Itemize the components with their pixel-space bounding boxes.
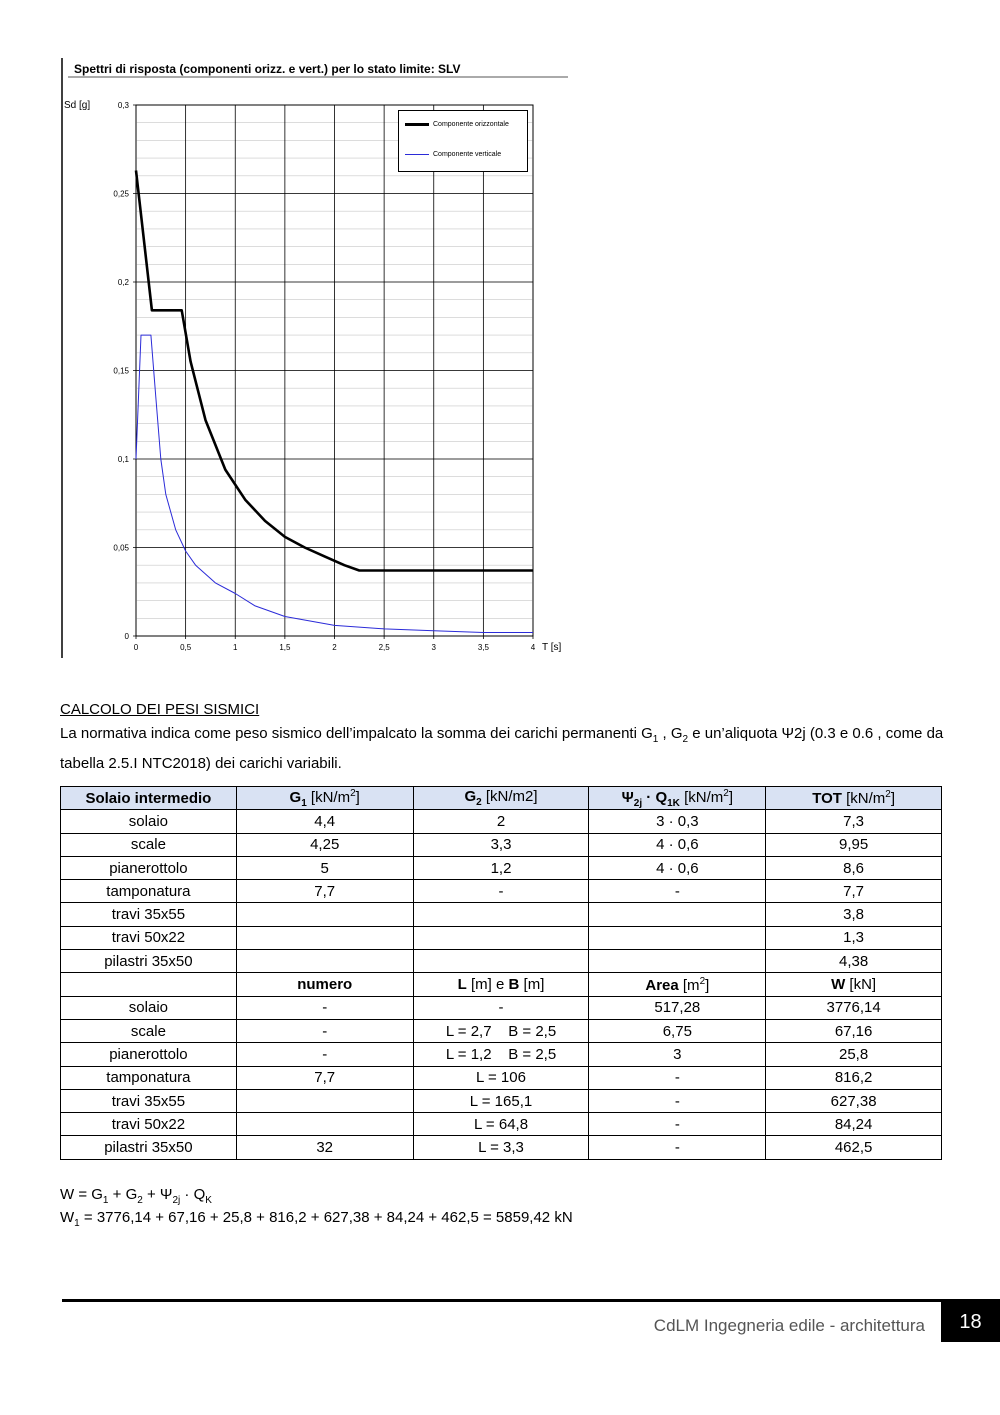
- chart-title: Spettri di risposta (componenti orizz. e vert.) per lo stato limite: SLV: [74, 62, 461, 76]
- table-row: [61, 903, 942, 926]
- subheader-l-b: L [m] e B [m]: [413, 973, 589, 996]
- table-cell: L = 3,3: [413, 1136, 589, 1159]
- table-row: [61, 950, 942, 973]
- intro-sub-1: 1: [652, 734, 659, 745]
- table-cell: 9,95: [766, 833, 942, 856]
- x-tick-label: 1,5: [279, 643, 291, 652]
- table-cell: 462,5: [766, 1136, 942, 1159]
- table-row: [61, 810, 942, 833]
- subheader-numero: numero: [236, 973, 413, 996]
- table-cell: pianerottolo: [61, 1043, 237, 1066]
- subheader-empty: [61, 973, 237, 996]
- legend-label-vertical: Componente verticale: [433, 151, 502, 158]
- table-cell: travi 35x55: [61, 1089, 237, 1112]
- table-row: [61, 1089, 942, 1112]
- table-cell: 7,7: [766, 880, 942, 903]
- table-cell: 4 · 0,6: [589, 833, 766, 856]
- table-cell: [413, 950, 589, 973]
- table-cell: 816,2: [766, 1066, 942, 1089]
- section-title: CALCOLO DEI PESI SISMICI: [60, 701, 260, 718]
- table-cell: 4,25: [236, 833, 413, 856]
- table-cell: 3 · 0,3: [589, 810, 766, 833]
- y-tick-label: 0,25: [113, 189, 129, 199]
- subheader-area: Area $[m^2]$: [589, 973, 766, 996]
- table-cell: [236, 926, 413, 949]
- table-cell: -: [413, 996, 589, 1019]
- header-g1: $G_1$ $[kN/m^2]$: [236, 787, 413, 810]
- footer-course-name: CdLM Ingegneria edile - architettura: [653, 1316, 925, 1335]
- loads-table-body: [61, 810, 942, 1159]
- table-header-row: [61, 787, 942, 810]
- intro-part-2: , G: [658, 725, 683, 742]
- legend-item-horizontal: [405, 121, 509, 128]
- table-cell: pilastri 35x50: [61, 1136, 237, 1159]
- table-cell: 3776,14: [766, 996, 942, 1019]
- chart-legend: [398, 110, 528, 172]
- table-cell: [236, 1113, 413, 1136]
- x-tick-label: 4: [530, 643, 536, 652]
- table-cell: 1,3: [766, 926, 942, 949]
- table-cell: L = 2,7 B = 2,5: [413, 1019, 589, 1042]
- x-tick-label: 3,5: [477, 643, 489, 652]
- y-tick-label: 0,1: [117, 455, 129, 464]
- chart-y-label: Sd [g]: [64, 100, 91, 111]
- table-cell: -: [589, 1089, 766, 1112]
- table-row: [61, 926, 942, 949]
- table-cell: tamponatura: [61, 880, 237, 903]
- table-row: [61, 1136, 942, 1159]
- x-tick-label: 0: [133, 643, 139, 652]
- table-cell: 4 · 0,6: [589, 856, 766, 879]
- table-cell: [589, 903, 766, 926]
- legend-item-vertical: [405, 151, 501, 158]
- table-row: [61, 1019, 942, 1042]
- table-cell: 1,2: [413, 856, 589, 879]
- table-cell: 3,8: [766, 903, 942, 926]
- formula-w1: $W_1 = 3776,14 + 67,16 + 25,8 + 816,2 + 627,38 + 84,24 + 462,5 = 5859,42$ kN: [60, 1209, 573, 1229]
- table-row: [61, 880, 942, 903]
- table-cell: L = 64,8: [413, 1113, 589, 1136]
- table-cell: pianerottolo: [61, 856, 237, 879]
- header-g2: $G_2$ [kN/m2]: [413, 787, 589, 810]
- page-number: 18: [941, 1299, 1000, 1342]
- table-cell: 84,24: [766, 1113, 942, 1136]
- table-cell: -: [236, 1043, 413, 1066]
- table-cell: [589, 950, 766, 973]
- legend-swatch-horizontal: [405, 123, 429, 126]
- table-cell: 7,7: [236, 1066, 413, 1089]
- table-cell: -: [589, 1066, 766, 1089]
- table-cell: solaio: [61, 810, 237, 833]
- y-tick-label: 0: [124, 632, 129, 641]
- table-row: [61, 996, 942, 1019]
- table-cell: 32: [236, 1136, 413, 1159]
- table-cell: scale: [61, 833, 237, 856]
- table-cell: 3,3: [413, 833, 589, 856]
- table-subheader-row: [61, 973, 942, 996]
- table-cell: travi 50x22: [61, 1113, 237, 1136]
- table-cell: [413, 903, 589, 926]
- header-solaio-intermedio: Solaio intermedio: [61, 787, 237, 810]
- table-cell: L = 1,2 B = 2,5: [413, 1043, 589, 1066]
- table-cell: [589, 926, 766, 949]
- y-tick-label: 0,2: [117, 278, 129, 287]
- table-cell: L = 106: [413, 1066, 589, 1089]
- table-cell: -: [236, 996, 413, 1019]
- table-cell: pilastri 35x50: [61, 950, 237, 973]
- table-cell: 3: [589, 1043, 766, 1066]
- table-cell: [236, 903, 413, 926]
- table-cell: scale: [61, 1019, 237, 1042]
- x-tick-label: 2,5: [378, 643, 390, 652]
- response-spectrum-chart: [60, 58, 580, 668]
- y-tick-label: 0,3: [117, 101, 129, 110]
- table-cell: 7,7: [236, 880, 413, 903]
- table-cell: -: [236, 1019, 413, 1042]
- table-cell: -: [589, 1113, 766, 1136]
- table-cell: -: [413, 880, 589, 903]
- table-cell: L = 165,1: [413, 1089, 589, 1112]
- footer-rule: [62, 1299, 942, 1302]
- table-cell: travi 35x55: [61, 903, 237, 926]
- table-cell: [236, 1089, 413, 1112]
- table-row: [61, 1043, 942, 1066]
- seismic-weights-table: [60, 786, 942, 1160]
- subheader-w: W [kN]: [766, 973, 942, 996]
- intro-paragraph: [60, 722, 945, 776]
- table-cell: 6,75: [589, 1019, 766, 1042]
- legend-label-horizontal: Componente orizzontale: [433, 121, 509, 128]
- table-cell: 25,8: [766, 1043, 942, 1066]
- x-tick-label: 1: [233, 643, 238, 652]
- header-tot: TOT $[kN/m^2]$: [766, 787, 942, 810]
- table-cell: 4,38: [766, 950, 942, 973]
- table-row: [61, 833, 942, 856]
- table-row: [61, 856, 942, 879]
- table-cell: 67,16: [766, 1019, 942, 1042]
- table-row: [61, 1113, 942, 1136]
- table-cell: 8,6: [766, 856, 942, 879]
- table-cell: tamponatura: [61, 1066, 237, 1089]
- intro-part-3: e un’aliquota Ψ2j (0.3 e 0.6 , come da tabella 2.5.I NTC2018) dei carichi variabili.: [60, 725, 944, 772]
- table-cell: 4,4: [236, 810, 413, 833]
- table-cell: 627,38: [766, 1089, 942, 1112]
- table-cell: -: [589, 880, 766, 903]
- x-tick-label: 3: [431, 643, 436, 652]
- table-cell: travi 50x22: [61, 926, 237, 949]
- chart-x-label: T [s]: [542, 642, 562, 653]
- table-cell: 2: [413, 810, 589, 833]
- table-cell: [413, 926, 589, 949]
- legend-swatch-vertical: [405, 154, 429, 155]
- table-cell: 517,28: [589, 996, 766, 1019]
- table-cell: 7,3: [766, 810, 942, 833]
- intro-sub-2: 2: [682, 734, 689, 745]
- table-cell: 5: [236, 856, 413, 879]
- y-tick-label: 0,05: [113, 543, 129, 553]
- intro-part-1: La normativa indica come peso sismico dell’impalcato la somma dei carichi permanenti G: [60, 725, 653, 742]
- x-tick-label: 2: [332, 643, 337, 652]
- table-cell: -: [589, 1136, 766, 1159]
- header-psi-q: $\Psi_{2j} \cdot Q_{1K}$ $[kN/m^2]$: [589, 787, 766, 810]
- table-row: [61, 1066, 942, 1089]
- x-tick-label: 0,5: [180, 643, 192, 652]
- y-tick-label: 0,15: [113, 366, 129, 376]
- table-cell: solaio: [61, 996, 237, 1019]
- formula-w: $W = G_1 + G_2 + \Psi_{2j} \cdot Q_K$: [60, 1186, 212, 1206]
- table-cell: [236, 950, 413, 973]
